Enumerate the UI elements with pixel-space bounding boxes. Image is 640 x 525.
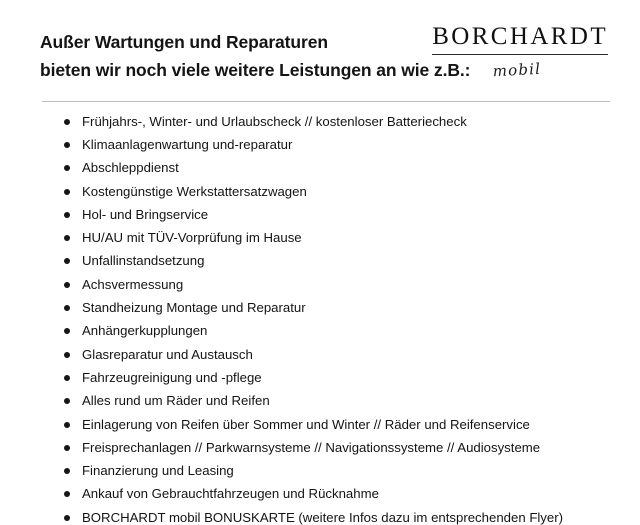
list-item	[62, 394, 612, 407]
list-item-label: Ankauf von Gebrauchtfahrzeugen und Rücknahme	[82, 486, 379, 502]
bullet-icon	[64, 445, 70, 451]
list-item-label: Alles rund um Räder und Reifen	[82, 393, 270, 409]
list-item-label: Finanzierung und Leasing	[82, 463, 234, 479]
page-title	[40, 28, 471, 85]
bullet-icon	[64, 282, 70, 288]
headline-line-2: bieten wir noch viele weitere Leistungen an wie z.B.:	[40, 60, 471, 81]
bullet-icon	[64, 305, 70, 311]
list-item-label: Anhängerkupplungen	[82, 323, 208, 339]
list-item-label: Hol- und Bringservice	[82, 206, 209, 222]
list-item	[62, 371, 612, 384]
list-item-label: Unfallinstandsetzung	[82, 253, 205, 269]
list-item	[62, 511, 612, 524]
list-item	[62, 278, 612, 291]
list-item	[62, 115, 612, 128]
headline-line-1: Außer Wartungen und Reparaturen	[40, 32, 328, 52]
bullet-icon	[64, 189, 70, 195]
list-item	[62, 301, 612, 314]
list-item-label: HU/AU mit TÜV-Vorprüfung im Hause	[82, 230, 302, 246]
bullet-icon	[64, 258, 70, 264]
bullet-icon	[64, 235, 70, 241]
bullet-icon	[64, 212, 70, 218]
list-item	[62, 441, 612, 454]
list-item	[62, 418, 612, 431]
list-item-label: Frühjahrs-, Winter- und Urlaubscheck // kostenloser Batteriecheck	[82, 113, 467, 129]
bullet-icon	[64, 422, 70, 428]
list-item-label: Einlagerung von Reifen über Sommer und Winter // Räder und Reifenservice	[82, 416, 530, 432]
bullet-icon	[64, 398, 70, 404]
brand-divider	[432, 54, 608, 55]
list-item-label: Freisprechanlagen // Parkwarnsysteme // Navigationssysteme // Audiosysteme	[82, 439, 541, 455]
brand-logo	[432, 22, 612, 79]
services-list	[40, 115, 612, 524]
list-item-label: Achsvermessung	[82, 276, 184, 292]
document-header	[40, 22, 612, 85]
bullet-icon	[64, 468, 70, 474]
bullet-icon	[64, 375, 70, 381]
list-item-label: Klimaanlagenwartung und-reparatur	[82, 136, 293, 152]
list-item-label: BORCHARDT mobil BONUSKARTE (weitere Infos dazu im entsprechenden Flyer)	[82, 509, 564, 525]
brand-subtitle: mobil	[492, 59, 542, 81]
bullet-icon	[64, 119, 70, 125]
list-item	[62, 185, 612, 198]
list-item	[62, 208, 612, 221]
list-item-label: Fahrzeugreinigung und -pflege	[82, 369, 262, 385]
list-item-label: Glasreparatur und Austausch	[82, 346, 253, 362]
list-item	[62, 348, 612, 361]
bullet-icon	[64, 328, 70, 334]
bullet-icon	[64, 515, 70, 521]
bullet-icon	[64, 352, 70, 358]
bullet-icon	[64, 165, 70, 171]
list-item	[62, 324, 612, 337]
list-item	[62, 138, 612, 151]
list-item	[62, 161, 612, 174]
list-item	[62, 464, 612, 477]
list-item	[62, 487, 612, 500]
list-item-label: Abschleppdienst	[82, 160, 179, 176]
brand-name: BORCHARDT	[432, 23, 608, 50]
bullet-icon	[64, 491, 70, 497]
header-divider	[42, 101, 610, 102]
bullet-icon	[64, 142, 70, 148]
list-item-label: Kostengünstige Werkstattersatzwagen	[82, 183, 307, 199]
list-item-label: Standheizung Montage und Reparatur	[82, 300, 306, 316]
list-item	[62, 254, 612, 267]
list-item	[62, 231, 612, 244]
